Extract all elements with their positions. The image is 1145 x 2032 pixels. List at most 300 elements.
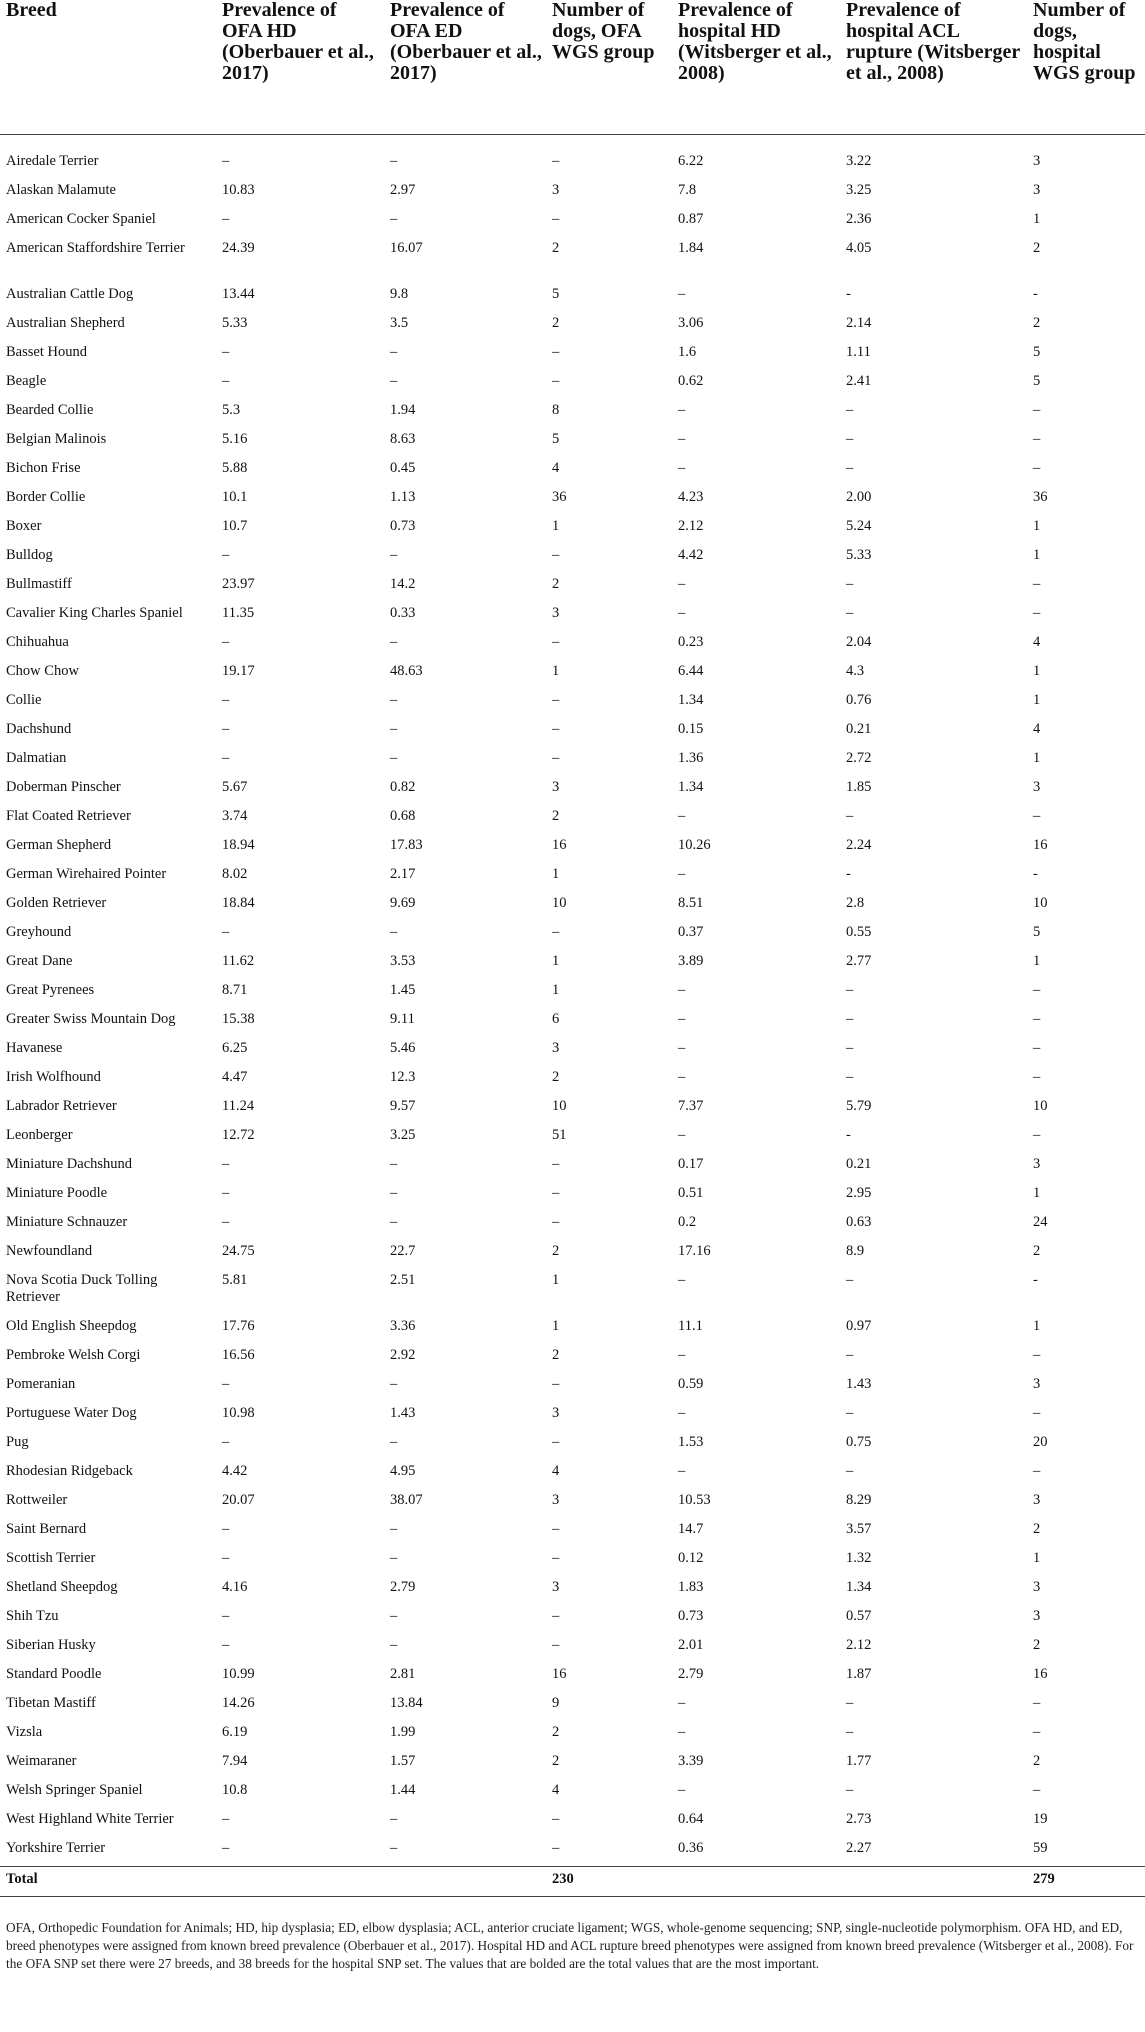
hospital-hd-cell: – xyxy=(678,866,686,882)
ofa-wgs-count-cell: – xyxy=(552,344,560,360)
hospital-acl-cell: 2.12 xyxy=(846,1637,872,1653)
table-row xyxy=(0,1315,1145,1344)
hospital-wgs-count-cell: – xyxy=(1033,1011,1041,1027)
hospital-wgs-count-cell: 16 xyxy=(1033,1666,1048,1682)
ofa-ed-cell: – xyxy=(390,1214,398,1230)
header-hospital-hd: Prevalence of hospital HD (Witsberger et al., 2008) xyxy=(672,0,840,135)
hospital-wgs-count-cell: – xyxy=(1033,808,1041,824)
hospital-acl-cell: 0.97 xyxy=(846,1318,872,1334)
hospital-wgs-count-cell: 20 xyxy=(1033,1434,1048,1450)
hospital-wgs-count-cell: 19 xyxy=(1033,1811,1048,1827)
breed-cell: Scottish Terrier xyxy=(6,1550,96,1566)
breed-cell: Border Collie xyxy=(6,489,86,505)
ofa-hd-cell: 10.8 xyxy=(222,1782,248,1798)
ofa-wgs-count-cell: 3 xyxy=(552,779,560,795)
hospital-hd-cell: 0.2 xyxy=(678,1214,697,1230)
ofa-ed-cell: 2.92 xyxy=(390,1347,416,1363)
ofa-ed-cell: 8.63 xyxy=(390,431,416,447)
hospital-wgs-count-cell: 1 xyxy=(1033,1318,1041,1334)
hospital-wgs-count-cell: 24 xyxy=(1033,1214,1048,1230)
ofa-hd-cell: 13.44 xyxy=(222,286,255,302)
ofa-wgs-count-cell: 3 xyxy=(552,182,560,198)
hospital-hd-cell: 0.15 xyxy=(678,721,704,737)
hospital-hd-cell: 1.34 xyxy=(678,692,704,708)
table-row xyxy=(0,544,1145,573)
total-ofa-ed-cell xyxy=(384,1867,546,1897)
ofa-hd-cell: 19.17 xyxy=(222,663,255,679)
hospital-hd-cell: 11.1 xyxy=(678,1318,703,1334)
breed-cell: Standard Poodle xyxy=(6,1666,102,1682)
breed-cell: Beagle xyxy=(6,373,47,389)
header-ofa-hd: Prevalence of OFA HD (Oberbauer et al., 2017) xyxy=(216,0,384,135)
breed-cell: Tibetan Mastiff xyxy=(6,1695,96,1711)
hospital-hd-cell: – xyxy=(678,431,686,447)
hospital-acl-cell: 3.22 xyxy=(846,153,872,169)
hospital-wgs-count-cell: 3 xyxy=(1033,1156,1041,1172)
table-row xyxy=(0,602,1145,631)
ofa-ed-cell: 2.17 xyxy=(390,866,416,882)
ofa-hd-cell: 5.16 xyxy=(222,431,248,447)
breed-cell: Vizsla xyxy=(6,1724,43,1740)
hospital-acl-cell: - xyxy=(846,1127,851,1143)
breed-cell: West Highland White Terrier xyxy=(6,1811,174,1827)
ofa-hd-cell: 18.84 xyxy=(222,895,255,911)
ofa-wgs-count-cell: – xyxy=(552,750,560,766)
ofa-hd-cell: 18.94 xyxy=(222,837,255,853)
breed-cell: German Shepherd xyxy=(6,837,112,853)
breed-cell: Old English Sheepdog xyxy=(6,1318,137,1334)
hospital-wgs-count-cell: - xyxy=(1033,1272,1038,1288)
hospital-acl-cell: 0.75 xyxy=(846,1434,872,1450)
hospital-hd-cell: 3.39 xyxy=(678,1753,704,1769)
table-row xyxy=(0,1240,1145,1269)
hospital-acl-cell: – xyxy=(846,1040,854,1056)
hospital-acl-cell: 2.36 xyxy=(846,211,872,227)
ofa-ed-cell: 2.81 xyxy=(390,1666,416,1682)
ofa-ed-cell: 0.68 xyxy=(390,808,416,824)
breed-cell: Pomeranian xyxy=(6,1376,76,1392)
breed-cell: Great Dane xyxy=(6,953,73,969)
hospital-wgs-count-cell: 3 xyxy=(1033,1579,1041,1595)
hospital-hd-cell: 2.79 xyxy=(678,1666,704,1682)
hospital-hd-cell: 3.89 xyxy=(678,953,704,969)
hospital-acl-cell: 2.41 xyxy=(846,373,872,389)
table-row xyxy=(0,1066,1145,1095)
breed-cell: Dachshund xyxy=(6,721,72,737)
hospital-hd-cell: – xyxy=(678,1040,686,1056)
ofa-hd-cell: 7.94 xyxy=(222,1753,248,1769)
hospital-acl-cell: – xyxy=(846,1405,854,1421)
hospital-wgs-count-cell: 2 xyxy=(1033,1243,1041,1259)
hospital-wgs-count-cell: 1 xyxy=(1033,692,1041,708)
table-row xyxy=(0,573,1145,602)
ofa-hd-cell: – xyxy=(222,1185,230,1201)
table-footnote: OFA, Orthopedic Foundation for Animals; HD, hip dysplasia; ED, elbow dysplasia; ACL, anterior cruciate ligament; WGS, whole-genome sequencing; SNP, single-nucleotide polymorphism. OFA HD, and ED, breed phenotypes were assigned from known breed prevalence (Oberbauer et al., 2017). Hospital HD and ACL rupture breed phenotypes were assigned from known breed prevalence (Witsberger et al., 2008). For the OFA SNP set there were 27 breeds, and 38 breeds for the hospital SNP set. The values that are bolded are the total values that are the most important. xyxy=(6,1920,1134,1971)
hospital-acl-cell: 2.77 xyxy=(846,953,872,969)
ofa-wgs-count-cell: 36 xyxy=(552,489,567,505)
hospital-hd-cell: – xyxy=(678,1272,686,1288)
breed-cell: Alaskan Malamute xyxy=(6,182,116,198)
breed-cell: Leonberger xyxy=(6,1127,73,1143)
ofa-hd-cell: 11.35 xyxy=(222,605,255,621)
header-ofa-wgs-count: Number of dogs, OFA WGS group xyxy=(546,0,672,135)
breed-cell: Airedale Terrier xyxy=(6,153,99,169)
hospital-acl-cell: 1.85 xyxy=(846,779,872,795)
hospital-acl-cell: – xyxy=(846,1272,854,1288)
ofa-wgs-count-cell: 1 xyxy=(552,663,560,679)
ofa-wgs-count-cell: 3 xyxy=(552,1040,560,1056)
hospital-wgs-count-cell: 1 xyxy=(1033,1185,1041,1201)
hospital-hd-cell: 10.53 xyxy=(678,1492,711,1508)
ofa-ed-cell: 0.82 xyxy=(390,779,416,795)
ofa-hd-cell: 20.07 xyxy=(222,1492,255,1508)
hospital-hd-cell: 0.73 xyxy=(678,1608,704,1624)
breed-cell: Greater Swiss Mountain Dog xyxy=(6,1011,176,1027)
ofa-hd-cell: – xyxy=(222,692,230,708)
hospital-hd-cell: 0.59 xyxy=(678,1376,704,1392)
table-row xyxy=(0,341,1145,370)
hospital-hd-cell: – xyxy=(678,605,686,621)
ofa-wgs-count-cell: – xyxy=(552,1608,560,1624)
hospital-hd-cell: 0.23 xyxy=(678,634,704,650)
hospital-wgs-count-cell: – xyxy=(1033,605,1041,621)
ofa-ed-cell: – xyxy=(390,1550,398,1566)
ofa-hd-cell: – xyxy=(222,344,230,360)
ofa-ed-cell: 0.73 xyxy=(390,518,416,534)
ofa-ed-cell: 1.94 xyxy=(390,402,416,418)
ofa-hd-cell: 8.02 xyxy=(222,866,248,882)
ofa-hd-cell: 12.72 xyxy=(222,1127,255,1143)
ofa-wgs-count-cell: 1 xyxy=(552,953,560,969)
hospital-hd-cell: – xyxy=(678,982,686,998)
table-row xyxy=(0,428,1145,457)
table-row xyxy=(0,776,1145,805)
hospital-acl-cell: 2.24 xyxy=(846,837,872,853)
hospital-hd-cell: 7.37 xyxy=(678,1098,704,1114)
table-row xyxy=(0,660,1145,689)
table-row xyxy=(0,747,1145,776)
hospital-hd-cell: 0.36 xyxy=(678,1840,704,1856)
table-header-row xyxy=(0,0,1145,135)
ofa-wgs-count-cell: 9 xyxy=(552,1695,560,1711)
ofa-hd-cell: 4.16 xyxy=(222,1579,248,1595)
ofa-ed-cell: 38.07 xyxy=(390,1492,423,1508)
hospital-acl-cell: 2.04 xyxy=(846,634,872,650)
ofa-hd-cell: 15.38 xyxy=(222,1011,255,1027)
hospital-hd-cell: 3.06 xyxy=(678,315,704,331)
ofa-wgs-count-cell: 1 xyxy=(552,1318,560,1334)
hospital-wgs-count-cell: – xyxy=(1033,576,1041,592)
breed-cell: Boxer xyxy=(6,518,42,534)
table-row xyxy=(0,1431,1145,1460)
hospital-wgs-count-cell: 10 xyxy=(1033,1098,1048,1114)
ofa-hd-cell: 16.56 xyxy=(222,1347,255,1363)
table-row xyxy=(0,1605,1145,1634)
ofa-wgs-count-cell: 2 xyxy=(552,315,560,331)
ofa-wgs-count-cell: – xyxy=(552,1434,560,1450)
breed-cell: Cavalier King Charles Spaniel xyxy=(6,605,183,621)
hospital-wgs-count-cell: – xyxy=(1033,1463,1041,1479)
breed-cell: Labrador Retriever xyxy=(6,1098,117,1114)
ofa-ed-cell: – xyxy=(390,1637,398,1653)
hospital-wgs-count-cell: – xyxy=(1033,402,1041,418)
ofa-wgs-count-cell: 1 xyxy=(552,518,560,534)
breed-cell: Doberman Pinscher xyxy=(6,779,121,795)
ofa-wgs-count-cell: 2 xyxy=(552,240,560,256)
ofa-hd-cell: 10.98 xyxy=(222,1405,255,1421)
hospital-wgs-count-cell: 4 xyxy=(1033,634,1041,650)
hospital-acl-cell: 3.57 xyxy=(846,1521,872,1537)
ofa-ed-cell: – xyxy=(390,1185,398,1201)
ofa-wgs-count-cell: 16 xyxy=(552,1666,567,1682)
ofa-hd-cell: 24.39 xyxy=(222,240,255,256)
hospital-acl-cell: 2.27 xyxy=(846,1840,872,1856)
ofa-ed-cell: 16.07 xyxy=(390,240,423,256)
breed-cell: Miniature Dachshund xyxy=(6,1156,133,1172)
ofa-wgs-count-cell: 8 xyxy=(552,402,560,418)
hospital-acl-cell: 1.43 xyxy=(846,1376,872,1392)
breed-cell: Shih Tzu xyxy=(6,1608,59,1624)
ofa-wgs-count-cell: – xyxy=(552,373,560,389)
ofa-hd-cell: – xyxy=(222,634,230,650)
ofa-hd-cell: 4.42 xyxy=(222,1463,248,1479)
hospital-wgs-count-cell: – xyxy=(1033,1347,1041,1363)
table-row xyxy=(0,1037,1145,1066)
ofa-ed-cell: 3.53 xyxy=(390,953,416,969)
ofa-ed-cell: 9.11 xyxy=(390,1011,415,1027)
table-row xyxy=(0,515,1145,544)
hospital-wgs-count-cell: – xyxy=(1033,982,1041,998)
hospital-hd-cell: 0.51 xyxy=(678,1185,704,1201)
hospital-acl-cell: – xyxy=(846,808,854,824)
hospital-acl-cell: 0.76 xyxy=(846,692,872,708)
ofa-wgs-count-cell: – xyxy=(552,1550,560,1566)
ofa-wgs-count-cell: – xyxy=(552,1811,560,1827)
table-row xyxy=(0,1721,1145,1750)
hospital-wgs-count-cell: - xyxy=(1033,866,1038,882)
hospital-hd-cell: – xyxy=(678,286,686,302)
hospital-acl-cell: 2.73 xyxy=(846,1811,872,1827)
hospital-wgs-count-cell: 5 xyxy=(1033,344,1041,360)
ofa-wgs-count-cell: 3 xyxy=(552,605,560,621)
table-row xyxy=(0,179,1145,208)
ofa-wgs-count-cell: 3 xyxy=(552,1579,560,1595)
hospital-hd-cell: 2.01 xyxy=(678,1637,704,1653)
table-row xyxy=(0,1182,1145,1211)
ofa-wgs-count-cell: – xyxy=(552,1214,560,1230)
ofa-hd-cell: – xyxy=(222,373,230,389)
ofa-wgs-count-cell: 2 xyxy=(552,1724,560,1740)
ofa-ed-cell: – xyxy=(390,373,398,389)
hospital-wgs-count-cell: – xyxy=(1033,1069,1041,1085)
ofa-hd-cell: – xyxy=(222,1840,230,1856)
breed-cell: Miniature Schnauzer xyxy=(6,1214,128,1230)
ofa-hd-cell: – xyxy=(222,1811,230,1827)
ofa-hd-cell: – xyxy=(222,1434,230,1450)
header-breed: Breed xyxy=(0,0,216,135)
hospital-hd-cell: 1.53 xyxy=(678,1434,704,1450)
hospital-wgs-count-cell: 3 xyxy=(1033,1376,1041,1392)
ofa-hd-cell: 10.99 xyxy=(222,1666,255,1682)
ofa-ed-cell: – xyxy=(390,634,398,650)
total-hospital-wgs-count-cell: 279 xyxy=(1027,1867,1145,1897)
hospital-hd-cell: 10.26 xyxy=(678,837,711,853)
hospital-acl-cell: 1.87 xyxy=(846,1666,872,1682)
ofa-ed-cell: – xyxy=(390,547,398,563)
hospital-acl-cell: – xyxy=(846,1069,854,1085)
hospital-acl-cell: – xyxy=(846,1347,854,1363)
table-row xyxy=(0,1750,1145,1779)
ofa-hd-cell: – xyxy=(222,1521,230,1537)
hospital-hd-cell: – xyxy=(678,1782,686,1798)
breed-cell: American Cocker Spaniel xyxy=(6,211,156,227)
hospital-wgs-count-cell: 2 xyxy=(1033,1521,1041,1537)
hospital-wgs-count-cell: – xyxy=(1033,1724,1041,1740)
ofa-ed-cell: – xyxy=(390,211,398,227)
ofa-wgs-count-cell: 3 xyxy=(552,1492,560,1508)
hospital-acl-cell: 0.21 xyxy=(846,721,872,737)
ofa-hd-cell: 5.81 xyxy=(222,1272,248,1288)
hospital-acl-cell: 1.11 xyxy=(846,344,871,360)
table-row xyxy=(0,1373,1145,1402)
ofa-wgs-count-cell: 16 xyxy=(552,837,567,853)
hospital-acl-cell: – xyxy=(846,1724,854,1740)
hospital-acl-cell: 0.55 xyxy=(846,924,872,940)
hospital-wgs-count-cell: 16 xyxy=(1033,837,1048,853)
hospital-acl-cell: – xyxy=(846,1011,854,1027)
table-row xyxy=(0,486,1145,515)
hospital-hd-cell: 0.62 xyxy=(678,373,704,389)
ofa-hd-cell: 5.33 xyxy=(222,315,248,331)
hospital-hd-cell: 8.51 xyxy=(678,895,704,911)
table-row xyxy=(0,950,1145,979)
hospital-wgs-count-cell: 3 xyxy=(1033,153,1041,169)
ofa-ed-cell: 1.43 xyxy=(390,1405,416,1421)
hospital-hd-cell: – xyxy=(678,1127,686,1143)
ofa-hd-cell: 5.3 xyxy=(222,402,241,418)
hospital-wgs-count-cell: - xyxy=(1033,286,1038,302)
ofa-wgs-count-cell: – xyxy=(552,547,560,563)
breed-cell: Basset Hound xyxy=(6,344,87,360)
table-body xyxy=(0,135,1145,1897)
hospital-wgs-count-cell: 5 xyxy=(1033,373,1041,389)
ofa-wgs-count-cell: 10 xyxy=(552,1098,567,1114)
ofa-ed-cell: 5.46 xyxy=(390,1040,416,1056)
ofa-ed-cell: – xyxy=(390,1840,398,1856)
ofa-ed-cell: 2.97 xyxy=(390,182,416,198)
breed-cell: Golden Retriever xyxy=(6,895,107,911)
table-row xyxy=(0,892,1145,921)
table-row xyxy=(0,1837,1145,1867)
hospital-acl-cell: – xyxy=(846,1782,854,1798)
breed-cell: Nova Scotia Duck Tolling Retriever xyxy=(6,1272,158,1305)
ofa-wgs-count-cell: 51 xyxy=(552,1127,567,1143)
ofa-hd-cell: – xyxy=(222,1608,230,1624)
hospital-hd-cell: 0.17 xyxy=(678,1156,704,1172)
hospital-hd-cell: 6.22 xyxy=(678,153,704,169)
table-row xyxy=(0,1095,1145,1124)
hospital-wgs-count-cell: – xyxy=(1033,1695,1041,1711)
hospital-acl-cell: 1.32 xyxy=(846,1550,872,1566)
hospital-wgs-count-cell: 1 xyxy=(1033,663,1041,679)
ofa-wgs-count-cell: 2 xyxy=(552,576,560,592)
ofa-wgs-count-cell: 5 xyxy=(552,431,560,447)
table-row xyxy=(0,1153,1145,1182)
hospital-acl-cell: – xyxy=(846,576,854,592)
ofa-wgs-count-cell: – xyxy=(552,692,560,708)
breed-cell: Miniature Poodle xyxy=(6,1185,108,1201)
ofa-hd-cell: 23.97 xyxy=(222,576,255,592)
breed-cell: Rottweiler xyxy=(6,1492,68,1508)
table-row xyxy=(0,135,1145,180)
hospital-wgs-count-cell: 2 xyxy=(1033,315,1041,331)
table-row xyxy=(0,1211,1145,1240)
total-hospital-acl-cell xyxy=(840,1867,1027,1897)
ofa-hd-cell: – xyxy=(222,1376,230,1392)
ofa-hd-cell: – xyxy=(222,1156,230,1172)
ofa-ed-cell: 17.83 xyxy=(390,837,423,853)
hospital-wgs-count-cell: 1 xyxy=(1033,547,1041,563)
ofa-ed-cell: 0.45 xyxy=(390,460,416,476)
breed-cell: Pug xyxy=(6,1434,29,1450)
hospital-hd-cell: – xyxy=(678,1695,686,1711)
ofa-ed-cell: 2.79 xyxy=(390,1579,416,1595)
ofa-ed-cell: 9.8 xyxy=(390,286,409,302)
hospital-acl-cell: – xyxy=(846,982,854,998)
hospital-wgs-count-cell: 10 xyxy=(1033,895,1048,911)
table-row xyxy=(0,1460,1145,1489)
hospital-wgs-count-cell: 3 xyxy=(1033,779,1041,795)
hospital-acl-cell: 4.05 xyxy=(846,240,872,256)
header-hospital-acl: Prevalence of hospital ACL rupture (Witsberger et al., 2008) xyxy=(840,0,1027,135)
hospital-hd-cell: 1.83 xyxy=(678,1579,704,1595)
total-hospital-hd-cell xyxy=(672,1867,840,1897)
breed-cell: Belgian Malinois xyxy=(6,431,107,447)
ofa-wgs-count-cell: – xyxy=(552,211,560,227)
breed-cell: Pembroke Welsh Corgi xyxy=(6,1347,141,1363)
ofa-hd-cell: – xyxy=(222,924,230,940)
total-label: Total xyxy=(0,1867,216,1897)
table-row xyxy=(0,1269,1145,1315)
ofa-wgs-count-cell: – xyxy=(552,924,560,940)
hospital-acl-cell: - xyxy=(846,286,851,302)
hospital-hd-cell: – xyxy=(678,1069,686,1085)
hospital-hd-cell: 1.6 xyxy=(678,344,697,360)
total-ofa-hd-cell xyxy=(216,1867,384,1897)
ofa-hd-cell: 10.7 xyxy=(222,518,248,534)
hospital-acl-cell: 2.14 xyxy=(846,315,872,331)
hospital-hd-cell: 0.64 xyxy=(678,1811,704,1827)
hospital-hd-cell: – xyxy=(678,576,686,592)
breed-cell: Greyhound xyxy=(6,924,72,940)
ofa-wgs-count-cell: 5 xyxy=(552,286,560,302)
hospital-wgs-count-cell: 3 xyxy=(1033,1608,1041,1624)
ofa-ed-cell: 1.99 xyxy=(390,1724,416,1740)
hospital-hd-cell: – xyxy=(678,808,686,824)
ofa-hd-cell: 6.19 xyxy=(222,1724,248,1740)
breed-cell: Collie xyxy=(6,692,42,708)
hospital-wgs-count-cell: – xyxy=(1033,1782,1041,1798)
hospital-acl-cell: 4.3 xyxy=(846,663,865,679)
hospital-acl-cell: 5.24 xyxy=(846,518,872,534)
table-row xyxy=(0,1402,1145,1431)
ofa-wgs-count-cell: 2 xyxy=(552,1069,560,1085)
breed-cell: Weimaraner xyxy=(6,1753,77,1769)
table-row xyxy=(0,208,1145,237)
hospital-wgs-count-cell: 1 xyxy=(1033,953,1041,969)
hospital-hd-cell: – xyxy=(678,1405,686,1421)
ofa-hd-cell: – xyxy=(222,1550,230,1566)
